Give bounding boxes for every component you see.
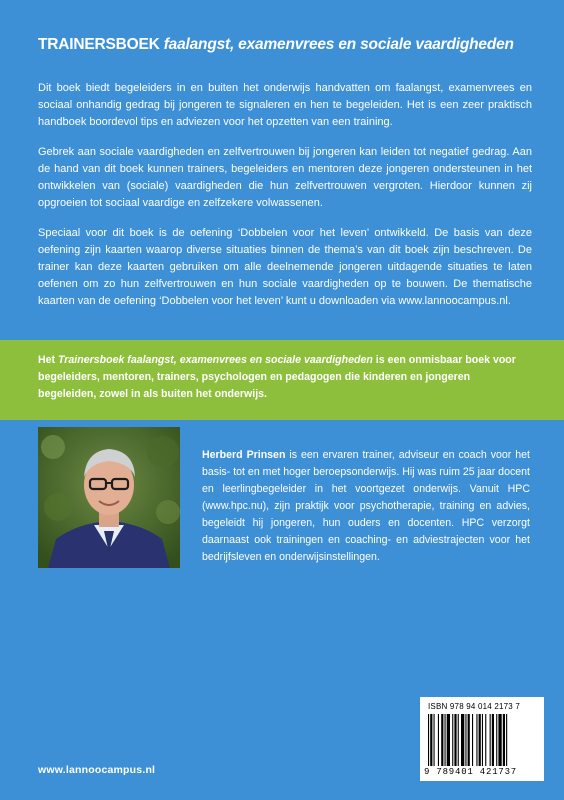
book-title	[38, 36, 514, 54]
blurb-paragraph-3: Speciaal voor dit boek is de oefening ‘Dobbelen voor het leven’ ontwikkeld. De basis van deze oefening zijn kaarten waarop diverse situaties binnen de thema’s van dit boek zijn beschreven. De trainer kan deze kaarten gebruiken om alle deelnemende jongeren uitdagende situaties te laten oefenen om zo hun zelfvertrouwen en hun sociale vaardigheden op te bouwen. De thematische kaarten van de oefening ‘Dobbelen voor het leven’ kunt u downloaden via www.lannoocampus.nl.	[38, 227, 532, 307]
barcode-digits: 9 789401 421737	[424, 767, 518, 777]
author-portrait-image	[38, 427, 180, 568]
highlight-suffix: is een onmisbaar boek voor begeleiders, mentoren, trainers, psychologen en pedagogen die kinderen en jongeren begeleiden, zowel in als buiten het onderwijs.	[38, 354, 516, 400]
author-photo	[38, 427, 180, 568]
barcode-box	[420, 697, 544, 781]
title-subject: faalangst, examenvrees en sociale vaardigheden	[163, 36, 514, 53]
highlight-band	[0, 340, 564, 420]
title-series: TRAINERSBOEK	[38, 36, 160, 53]
highlight-book-title: Trainersboek faalangst, examenvrees en sociale vaardigheden	[58, 354, 373, 366]
blurb	[38, 80, 532, 323]
author-bio-text: is een ervaren trainer, adviseur en coach voor het basis- tot en met hoger beroepsonderwijs. Hij was ruim 25 jaar docent en leerlingbegeleider in het voortgezet onderwijs. Vanuit HPC (www.hpc.nu), zijn praktijk voor psychotherapie, training en advies, begeleidt hij jongeren, hun ouders en docenten. HPC verzorgt daarnaast ook trainingen en coaching- en adviestrajecten voor het bedrijfsleven en onderwijsinstellingen.	[202, 449, 530, 563]
blurb-paragraph-1: Dit boek biedt begeleiders in en buiten het onderwijs handvatten om faalangst, examenvrees en sociaal onhandig gedrag bij jongeren te signaleren en hen te begeleiden. Het is een zeer praktisch handboek boordevol tips en adviezen voor het opzetten van een training.	[38, 82, 532, 128]
isbn-label: ISBN 978 94 014 2173 7	[428, 702, 521, 711]
blurb-paragraph-2: Gebrek aan sociale vaardigheden en zelfvertrouwen bij jongeren kan leiden tot negatief gedrag. Aan de hand van dit boek kunnen trainers, begeleiders en mentoren deze jongeren ondersteunen in het ontwikkelen van (sociale) vaardigheden die hun zelfvertrouwen vergroten. Hierdoor kunnen zij opgroeien tot sociaal vaardige en zelfzekere volwassenen.	[38, 146, 532, 209]
author-bio	[202, 447, 530, 566]
author-name: Herberd Prinsen	[202, 449, 286, 461]
highlight-prefix: Het	[38, 354, 59, 366]
highlight-text	[38, 352, 528, 403]
publisher-website: www.lannoocampus.nl	[38, 764, 156, 776]
barcode-icon	[428, 714, 538, 766]
